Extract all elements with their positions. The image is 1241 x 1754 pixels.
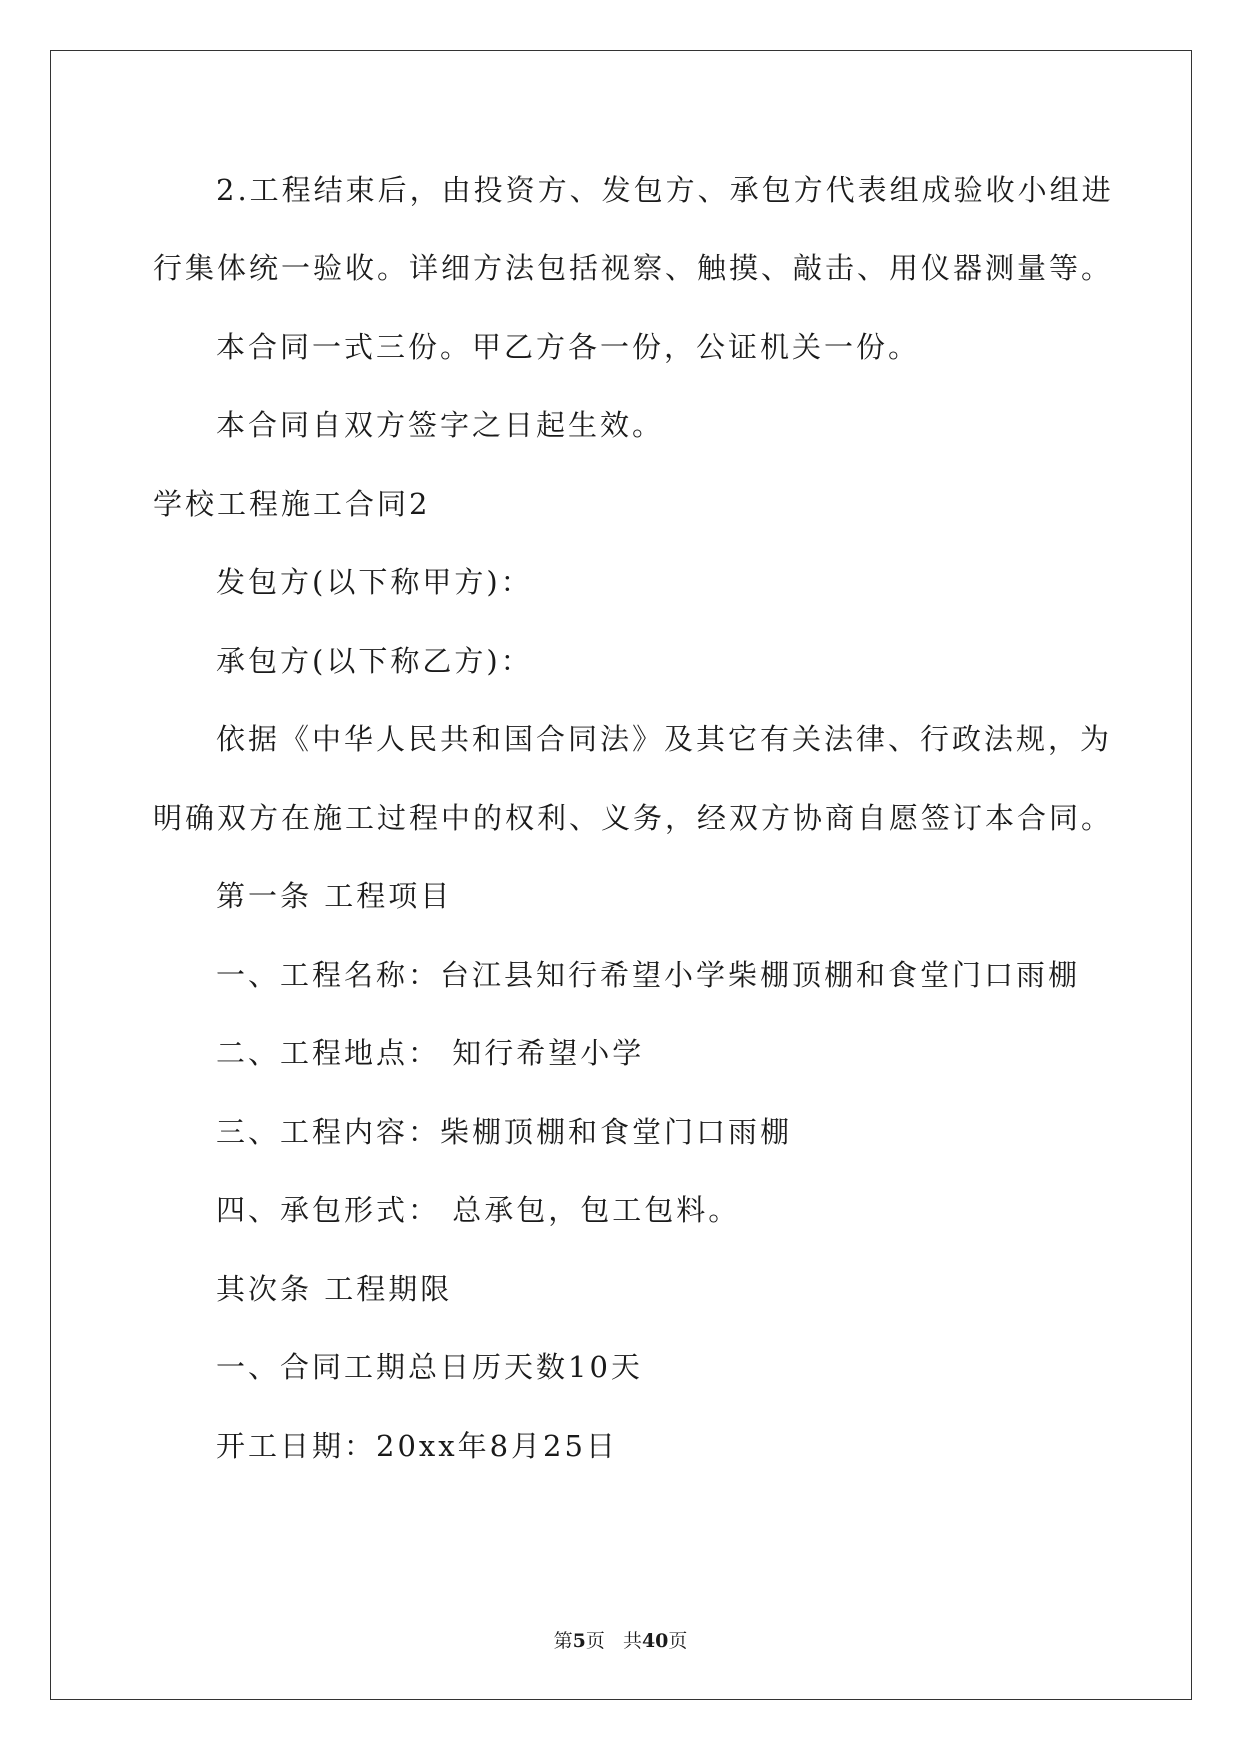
paragraph-line: 明确双方在施工过程中的权利、义务，经双方协商自愿签订本合同。 xyxy=(153,801,1114,835)
paragraph-line: 开工日期：20xx年8月25日 xyxy=(216,1429,618,1463)
total-page-number: 40 xyxy=(641,1630,669,1652)
article-heading: 其次条 工程期限 xyxy=(216,1272,453,1306)
footer-mid: 页 共 xyxy=(585,1630,642,1652)
footer-prefix: 第 xyxy=(553,1630,573,1652)
paragraph-line: 本合同一式三份。甲乙方各一份，公证机关一份。 xyxy=(216,330,921,364)
paragraph-line: 本合同自双方签字之日起生效。 xyxy=(216,408,665,442)
paragraph-line: 一、合同工期总日历天数10天 xyxy=(216,1350,643,1384)
page-footer xyxy=(0,1628,1241,1654)
paragraph-line: 发包方(以下称甲方)： xyxy=(216,565,533,599)
current-page-number: 5 xyxy=(572,1630,586,1652)
paragraph-line: 依据《中华人民共和国合同法》及其它有关法律、行政法规，为 xyxy=(216,722,1113,756)
article-heading: 第一条 工程项目 xyxy=(216,879,453,913)
paragraph-line: 承包方(以下称乙方)： xyxy=(216,644,533,678)
footer-suffix: 页 xyxy=(668,1630,688,1652)
paragraph-line: 行集体统一验收。详细方法包括视察、触摸、敲击、用仪器测量等。 xyxy=(153,251,1114,285)
paragraph-line: 2.工程结束后，由投资方、发包方、承包方代表组成验收小组进 xyxy=(216,173,1114,207)
section-heading: 学校工程施工合同2 xyxy=(153,487,431,521)
paragraph-line: 二、工程地点： 知行希望小学 xyxy=(216,1036,645,1070)
paragraph-line: 三、工程内容：柴棚顶棚和食堂门口雨棚 xyxy=(216,1115,793,1149)
paragraph-line: 一、工程名称：台江县知行希望小学柴棚顶棚和食堂门口雨棚 xyxy=(216,958,1081,992)
paragraph-line: 四、承包形式： 总承包，包工包料。 xyxy=(216,1193,741,1227)
